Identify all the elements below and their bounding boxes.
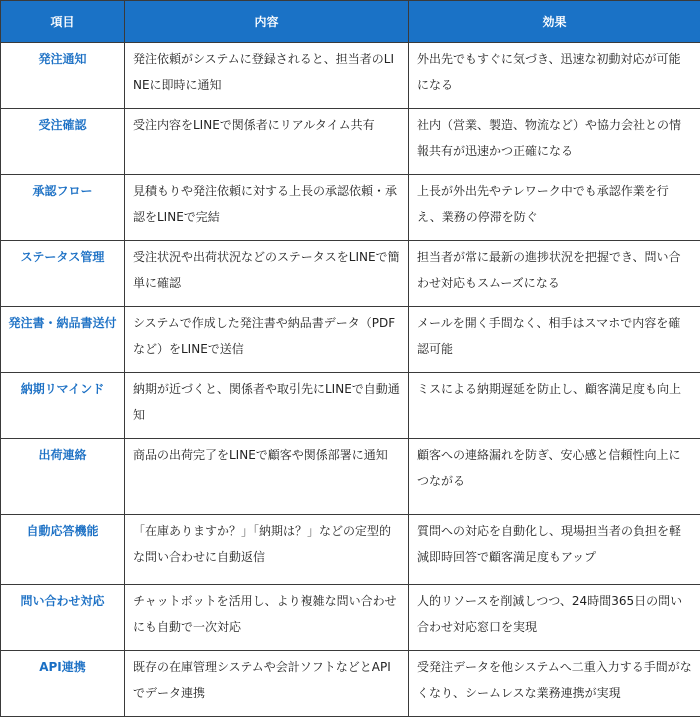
table-row [1, 241, 700, 307]
item-cell: 出荷連絡 [1, 439, 125, 515]
item-cell: 発注通知 [1, 43, 125, 109]
table-header [1, 1, 700, 43]
effect-cell: 人的リソースを削減しつつ、24時間365日の問い合わせ対応窓口を実現 [409, 585, 700, 651]
content-cell: 見積もりや発注依頼に対する上長の承認依頼・承認をLINEで完結 [125, 175, 409, 241]
effect-cell: 受発注データを他システムへ二重入力する手間がなくなり、シームレスな業務連携が実現 [409, 651, 700, 717]
content-cell: 商品の出荷完了をLINEで顧客や関係部署に通知 [125, 439, 409, 515]
content-cell: チャットボットを活用し、より複雑な問い合わせにも自動で一次対応 [125, 585, 409, 651]
table-row [1, 651, 700, 717]
table-row [1, 515, 700, 585]
table-row [1, 175, 700, 241]
item-cell: ステータス管理 [1, 241, 125, 307]
header-row [1, 1, 700, 43]
effect-cell: メールを開く手間なく、相手はスマホで内容を確認可能 [409, 307, 700, 373]
effect-cell: 社内（営業、製造、物流など）や協力会社との情報共有が迅速かつ正確になる [409, 109, 700, 175]
table-row [1, 373, 700, 439]
effect-cell: 外出先でもすぐに気づき、迅速な初動対応が可能になる [409, 43, 700, 109]
item-cell: API連携 [1, 651, 125, 717]
table-row [1, 585, 700, 651]
item-cell: 納期リマインド [1, 373, 125, 439]
content-cell: システムで作成した発注書や納品書データ（PDFなど）をLINEで送信 [125, 307, 409, 373]
table-body [1, 43, 700, 717]
content-cell: 発注依頼がシステムに登録されると、担当者のLINEに即時に通知 [125, 43, 409, 109]
header-item: 項目 [1, 1, 125, 43]
content-cell: 受注内容をLINEで関係者にリアルタイム共有 [125, 109, 409, 175]
table-row [1, 307, 700, 373]
effect-cell: ミスによる納期遅延を防止し、顧客満足度も向上 [409, 373, 700, 439]
item-cell: 自動応答機能 [1, 515, 125, 585]
effect-cell: 上長が外出先やテレワーク中でも承認作業を行え、業務の停滞を防ぐ [409, 175, 700, 241]
table-row [1, 439, 700, 515]
effect-cell: 質問への対応を自動化し、現場担当者の負担を軽減即時回答で顧客満足度もアップ [409, 515, 700, 585]
table-row [1, 43, 700, 109]
item-cell: 問い合わせ対応 [1, 585, 125, 651]
item-cell: 受注確認 [1, 109, 125, 175]
effect-cell: 担当者が常に最新の進捗状況を把握でき、問い合わせ対応もスムーズになる [409, 241, 700, 307]
item-cell: 承認フロー [1, 175, 125, 241]
content-cell: 納期が近づくと、関係者や取引先にLINEで自動通知 [125, 373, 409, 439]
table-row [1, 109, 700, 175]
item-cell: 発注書・納品書送付 [1, 307, 125, 373]
content-cell: 既存の在庫管理システムや会計ソフトなどとAPIでデータ連携 [125, 651, 409, 717]
content-cell: 「在庫ありますか？」「納期は？」などの定型的な問い合わせに自動返信 [125, 515, 409, 585]
header-effect: 効果 [409, 1, 700, 43]
effect-cell: 顧客への連絡漏れを防ぎ、安心感と信頼性向上につながる [409, 439, 700, 515]
header-content: 内容 [125, 1, 409, 43]
content-cell: 受注状況や出荷状況などのステータスをLINEで簡単に確認 [125, 241, 409, 307]
